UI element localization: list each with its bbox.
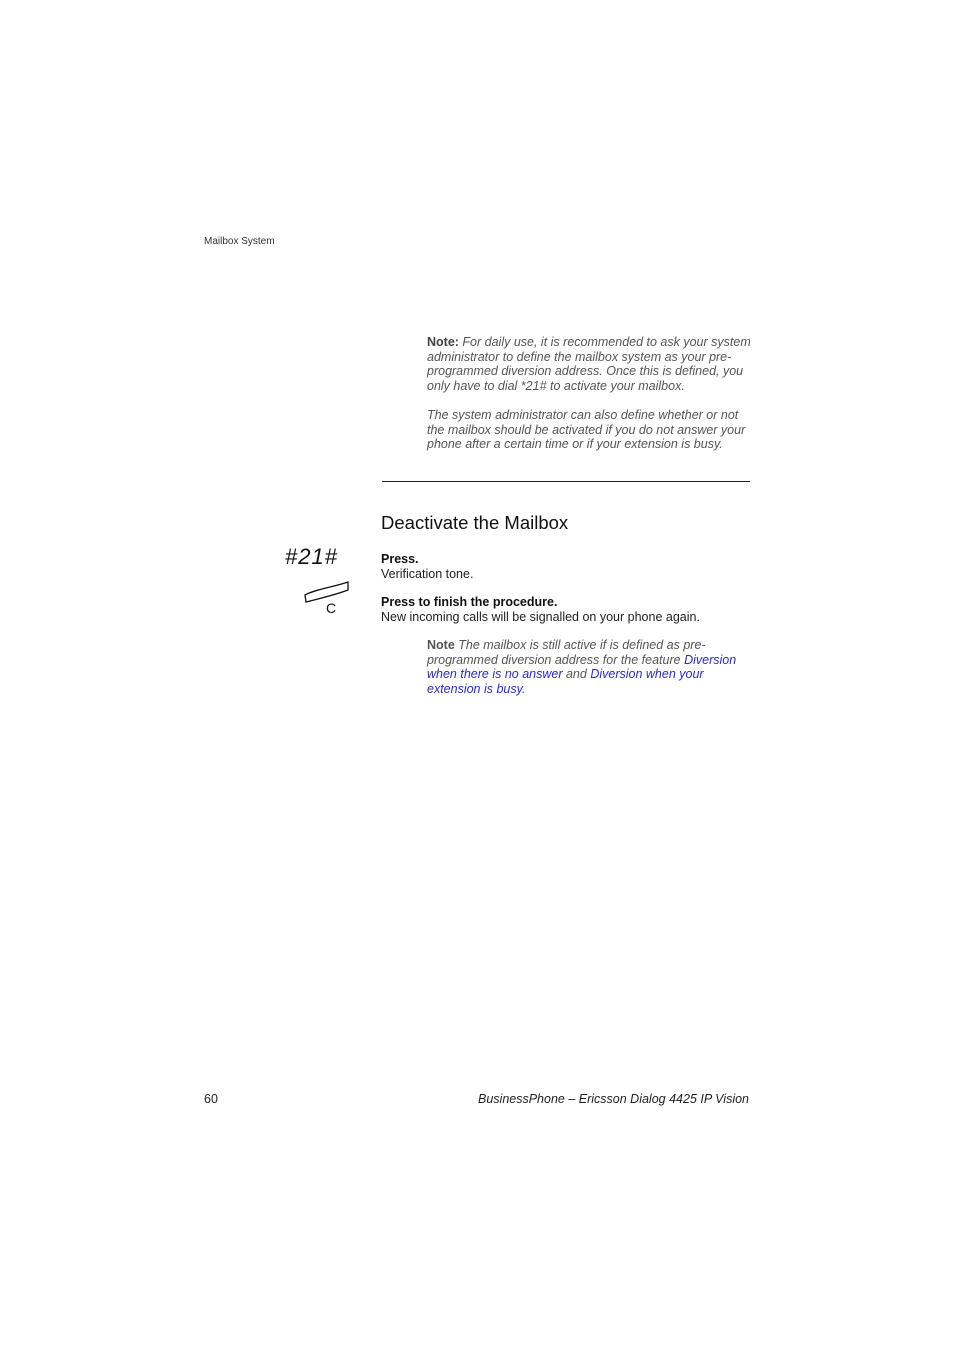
note-paragraph-2: The system administrator can also define whether or not the mailbox should be activated if you do not answer your phone after a certain time or if your extension is busy. — [427, 407, 746, 452]
section-divider — [382, 481, 750, 482]
note-text: . — [521, 681, 526, 696]
step-action: Press to finish the procedure. — [381, 595, 558, 609]
running-header: Mailbox System — [204, 236, 275, 247]
page-number: 60 — [204, 1092, 218, 1106]
note-text: The mailbox is still active if is defined as pre-programmed diversion address for the feature — [427, 638, 706, 667]
step-result: New incoming calls will be signalled on your phone again. — [381, 609, 700, 624]
step-action: Press. — [381, 552, 419, 566]
note-still-active — [427, 638, 753, 696]
clear-key-label: C — [326, 600, 337, 616]
note-text: and — [562, 667, 591, 682]
note-text: For daily use, it is recommended to ask your system administrator to define the mailbox system as your pre-programmed diversion address. Once this is defined, you only have to dial *21# to activate your mailbox. — [427, 335, 751, 393]
note-label: Note: — [427, 335, 459, 349]
link-diversion-busy[interactable]: Diversion when your extension is busy — [427, 667, 704, 696]
note-daily-use — [427, 335, 753, 452]
section-title: Deactivate the Mailbox — [381, 512, 569, 533]
link-diversion-no-answer[interactable]: Diversion when there is no answer — [427, 652, 737, 682]
note-label: Note — [427, 638, 455, 652]
step-press — [381, 552, 473, 581]
step-result: Verification tone. — [381, 566, 474, 581]
step-finish — [381, 595, 700, 624]
clear-key-icon — [302, 576, 352, 618]
key-sequence: #21# — [285, 544, 338, 569]
footer-title: BusinessPhone – Ericsson Dialog 4425 IP Vision — [478, 1092, 749, 1106]
